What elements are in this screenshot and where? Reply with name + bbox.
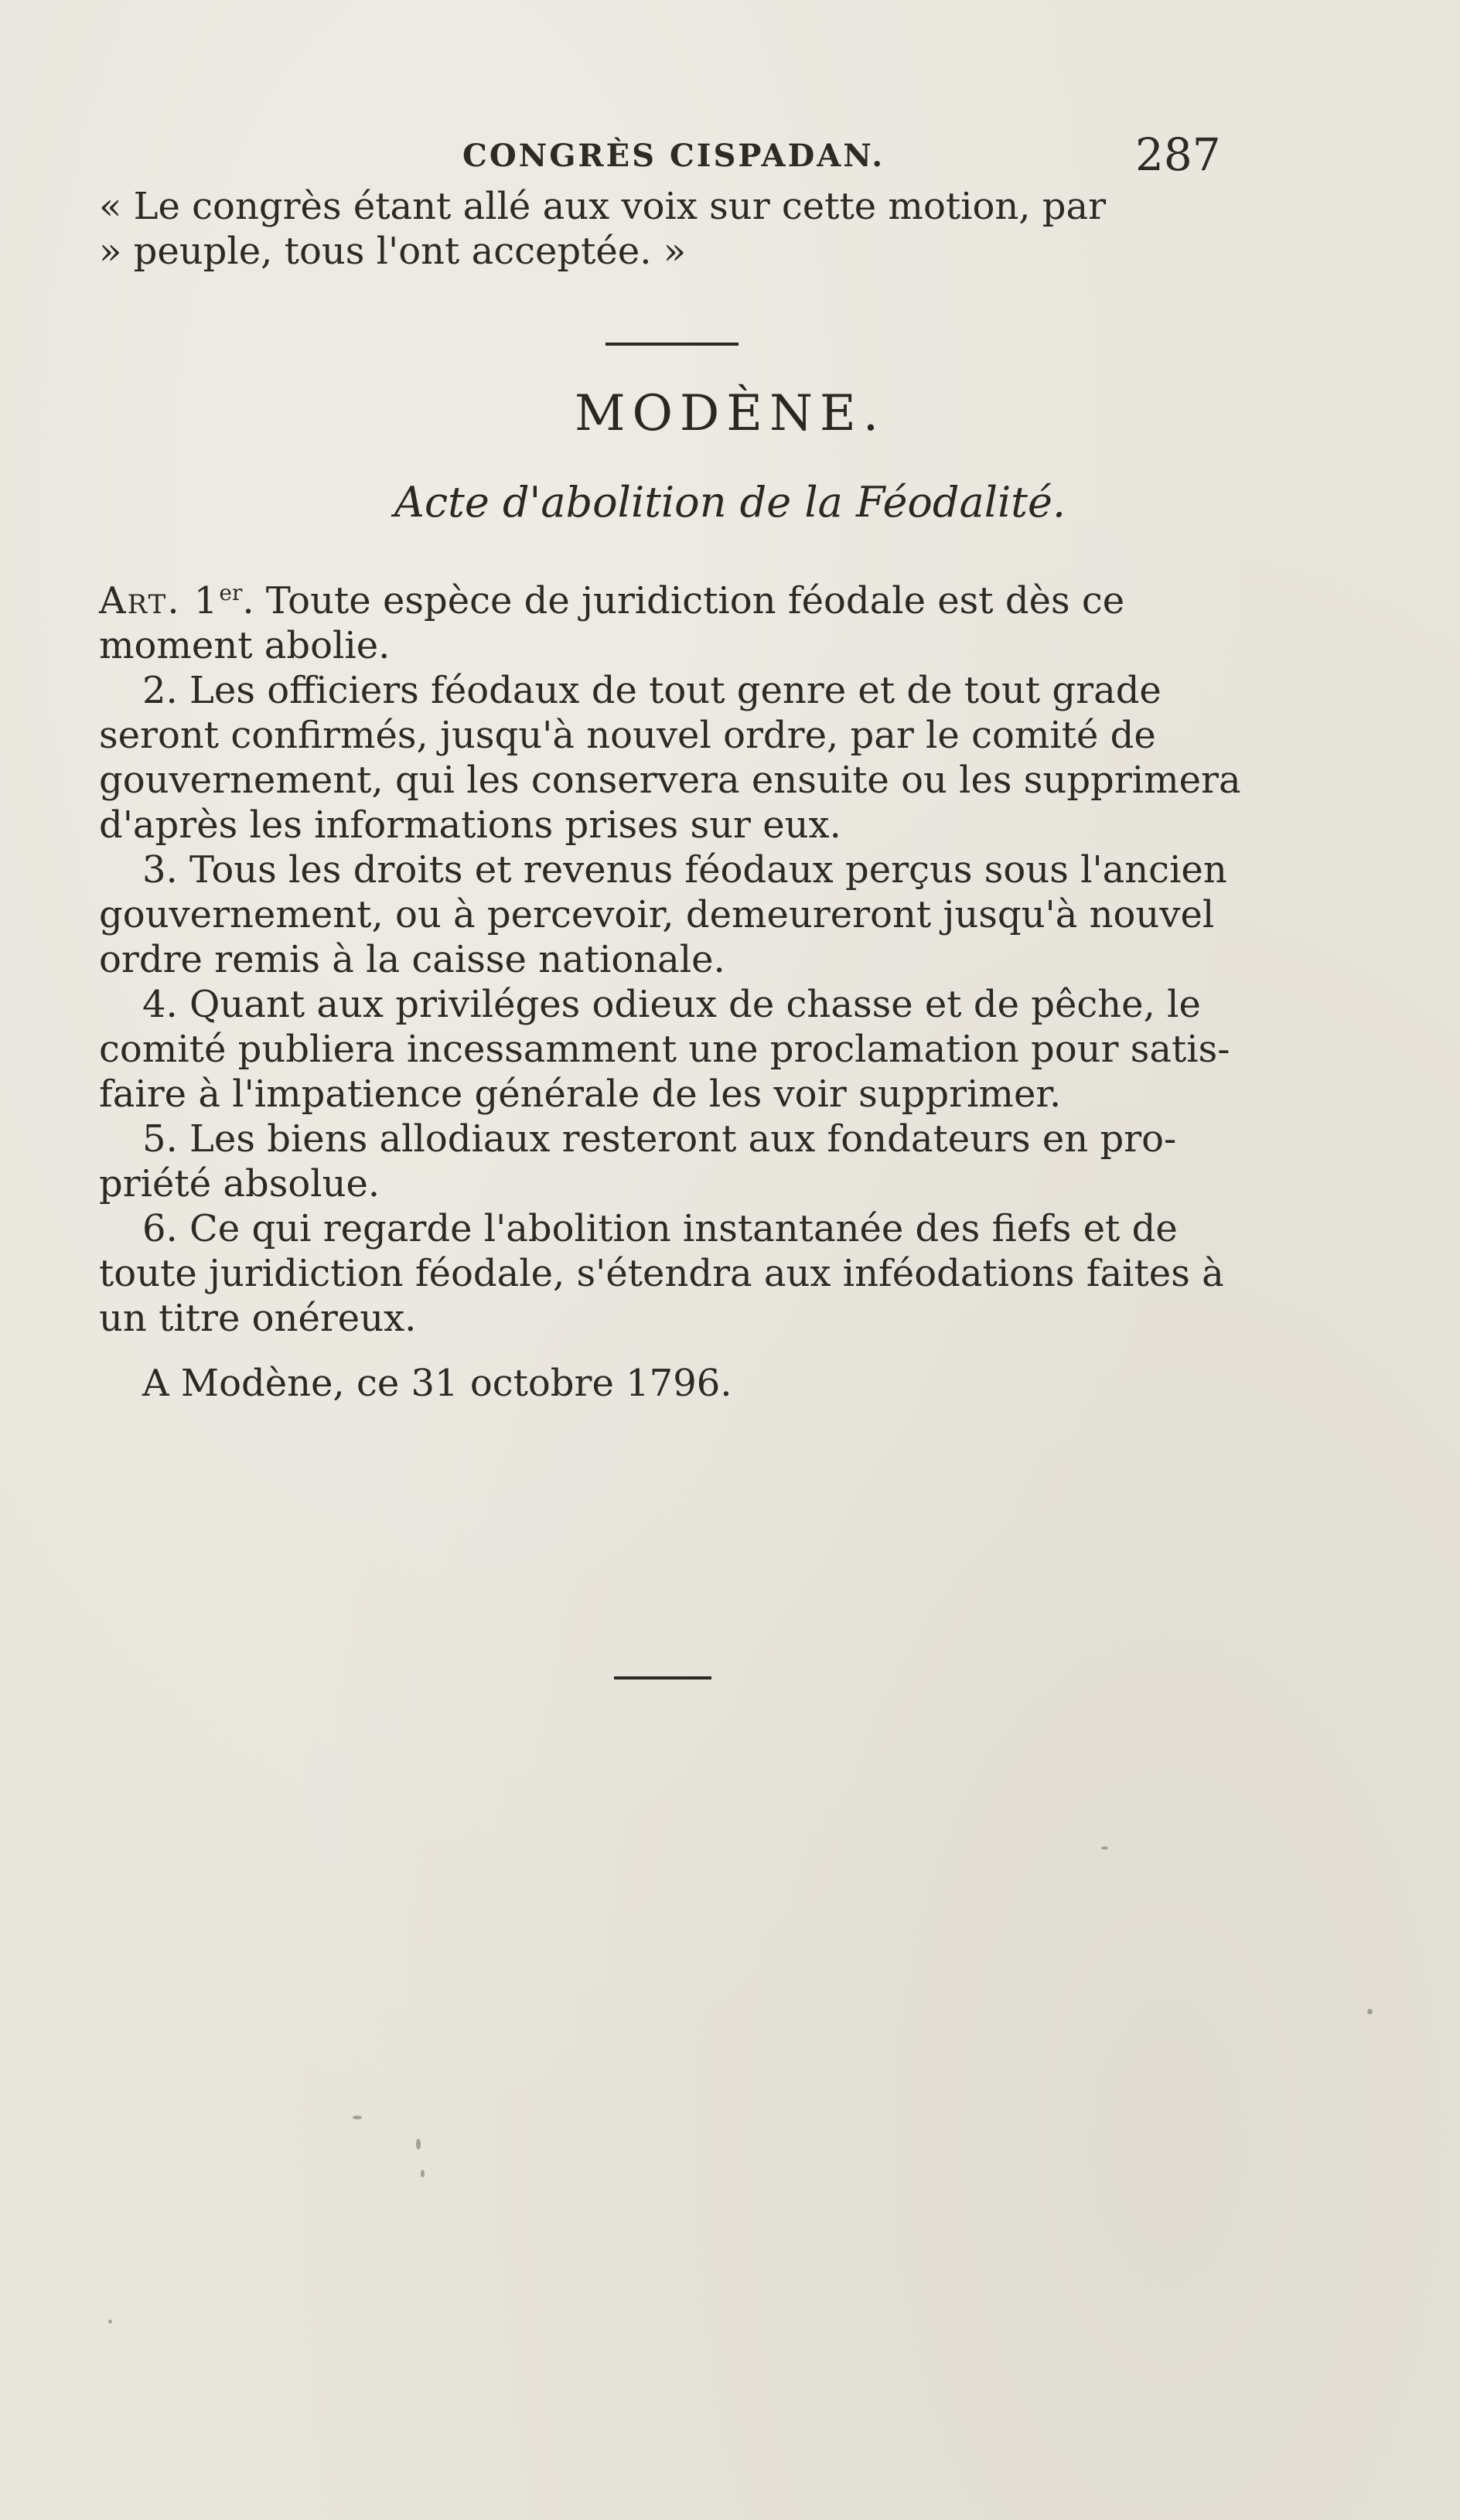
paper-speck [421,2170,425,2177]
article-line: seront confirmés, jusqu'à nouvel ordre, par le comité de [99,714,1156,757]
article-line: 3. Tous les droits et revenus féodaux perçus sous l'ancien [142,848,1227,892]
article-2 [99,668,1241,847]
section-divider-bottom [614,1676,711,1679]
article-line: 6. Ce qui regarde l'abolition instantanée des fiefs et de [142,1207,1178,1250]
paper-speck [353,2116,362,2119]
article-line: gouvernement, ou à percevoir, demeureront jusqu'à nouvel [99,893,1215,936]
paper-speck [1367,2009,1373,2014]
article-4 [99,982,1228,1117]
article-line: priété absolue. [99,1162,380,1205]
article-line: 4. Quant aux priviléges odieux de chasse et de pêche, le [142,983,1201,1026]
article-text: . Toute espèce de juridiction féodale est dès ce [242,579,1125,622]
article-label-superscript: er [219,580,243,605]
article-line: 5. Les biens allodiaux resteront aux fondateurs en pro- [142,1117,1177,1161]
article-line: toute juridiction féodale, s'étendra aux inféodations faites à [99,1252,1224,1295]
paper-speck [1101,1847,1108,1850]
section-title: MODÈNE. [574,385,886,442]
quoted-passage [99,184,1228,274]
article-label: Art. 1 [99,579,220,622]
section-divider-top [605,343,739,346]
section-subtitle: Acte d'abolition de la Féodalité. [394,478,1066,527]
article-1 [99,578,1228,668]
article-line: un titre onéreux. [99,1297,417,1340]
running-head: CONGRÈS CISPADAN. [462,138,885,174]
page-number: 287 [1135,128,1221,181]
article-line [99,578,1228,623]
article-line: faire à l'impatience générale de les voir supprimer. [99,1072,1062,1116]
paper-speck [108,2320,112,2324]
article-line: gouvernement, qui les conservera ensuite ou les supprimera [99,759,1241,802]
article-line: ordre remis à la caisse nationale. [99,938,725,981]
article-line: moment abolie. [99,624,391,667]
closing-dateline: A Modène, ce 31 octobre 1796. [142,1362,732,1405]
paper-speck [416,2139,421,2150]
article-line: comité publiera incessamment une proclamation pour satis- [99,1028,1230,1071]
article-line: d'après les informations prises sur eux. [99,803,841,847]
article-5 [99,1117,1228,1206]
quote-line: « Le congrès étant allé aux voix sur cette motion, par [99,185,1107,228]
article-6 [99,1206,1228,1341]
articles-list [99,578,1241,1341]
article-line: 2. Les officiers féodaux de tout genre et de tout grade [142,669,1162,712]
article-3 [99,847,1228,982]
quote-line: » peuple, tous l'ont acceptée. » [99,230,687,273]
